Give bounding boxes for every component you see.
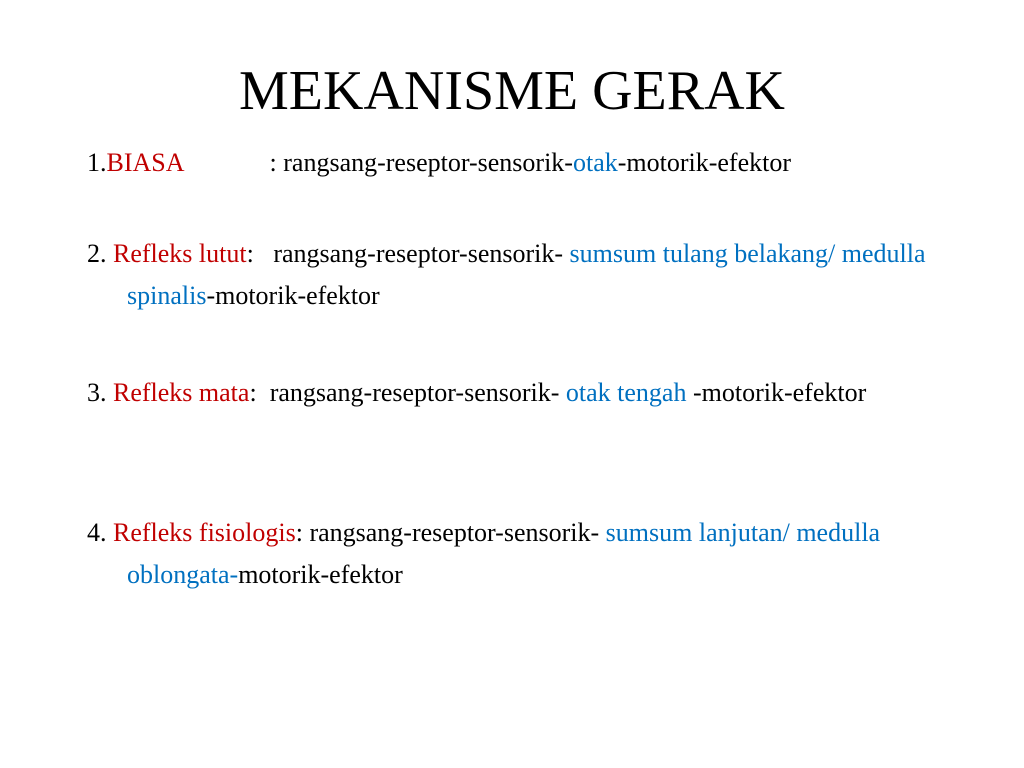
item-separator: : — [246, 239, 274, 268]
item-number: 4. — [87, 518, 113, 547]
pathway-end: motorik-efektor — [238, 560, 403, 589]
pathway-center: sumsum lanjutan/ medulla oblongata- — [127, 518, 881, 589]
list-item-biasa — [87, 142, 987, 184]
list-item-refleks-mata — [87, 372, 987, 414]
item-separator: : — [269, 148, 284, 177]
pathway-start: rangsang-reseptor-sensorik- — [283, 148, 573, 177]
item-separator: : — [295, 518, 310, 547]
list-item-refleks-lutut — [87, 233, 987, 317]
item-number: 3. — [87, 378, 113, 407]
pathway-start: rangsang-reseptor-sensorik- — [269, 378, 566, 407]
pathway-center: otak tengah — [565, 378, 687, 407]
slide-title: MEKANISME GERAK — [239, 60, 785, 122]
list-item-refleks-fisiologis — [87, 512, 987, 596]
pathway-end: -motorik-efektor — [686, 378, 867, 407]
item-separator: : — [249, 378, 270, 407]
item-number: 1. — [87, 148, 107, 177]
item-name: BIASA — [106, 148, 185, 177]
item-name: Refleks lutut — [113, 239, 247, 268]
item-name: Refleks fisiologis — [113, 518, 296, 547]
pathway-center: sumsum tulang belakang/ medulla spinalis — [127, 239, 926, 310]
item-name: Refleks mata — [113, 378, 250, 407]
pathway-end: -motorik-efektor — [206, 281, 380, 310]
pathway-end: -motorik-efektor — [617, 148, 791, 177]
pathway-start: rangsang-reseptor-sensorik- — [309, 518, 606, 547]
pathway-center: otak — [572, 148, 618, 177]
item-number: 2. — [87, 239, 113, 268]
pathway-start: rangsang-reseptor-sensorik- — [273, 239, 570, 268]
